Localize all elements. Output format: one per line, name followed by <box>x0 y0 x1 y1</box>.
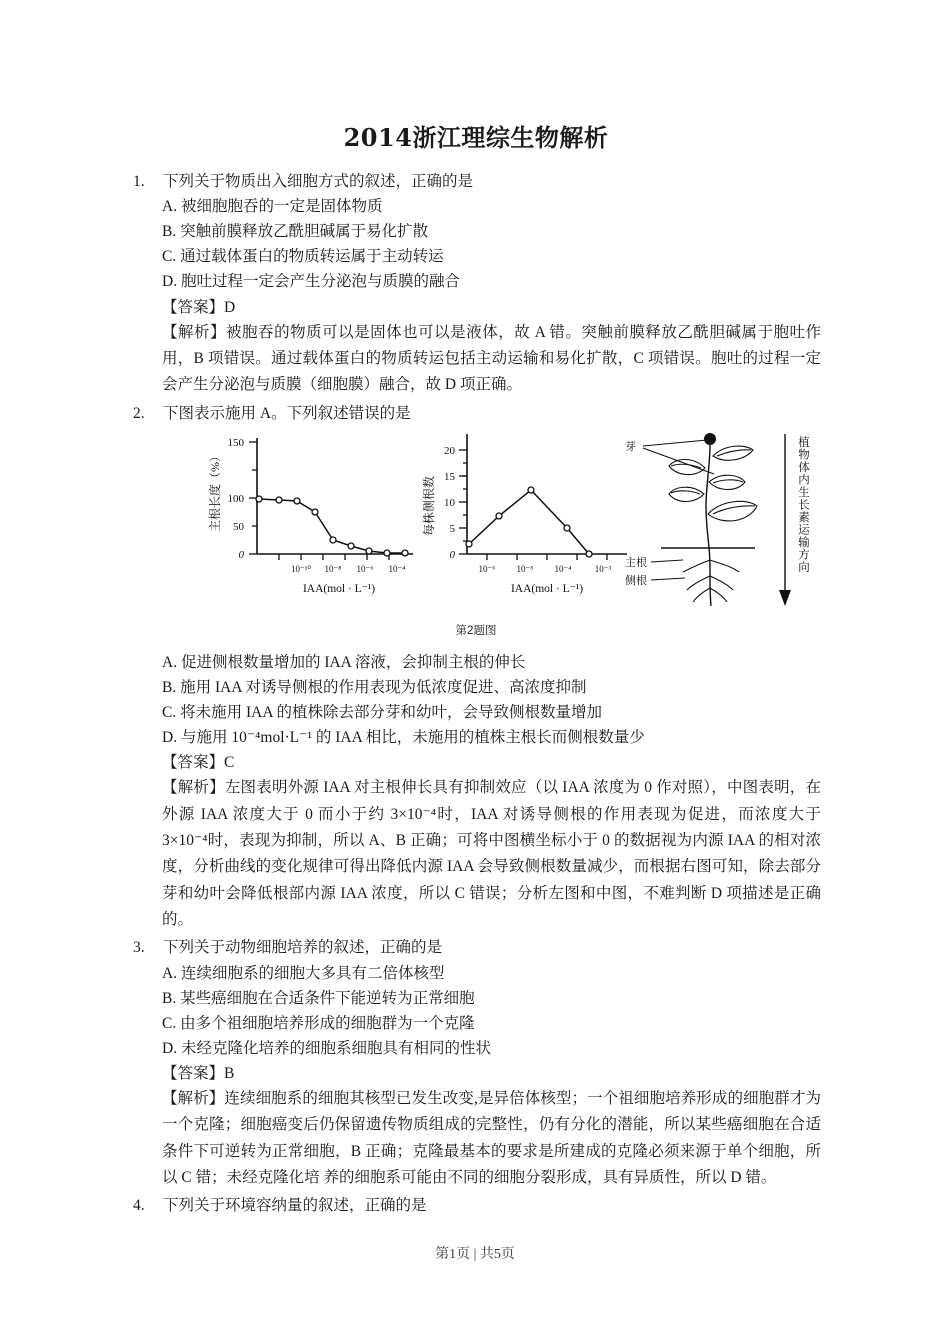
question-1 <box>131 169 821 399</box>
option-1-c[interactable]: C. 通过载体蛋白的物质转运属于主动转运 <box>162 248 444 266</box>
y2-axis-title: 每株侧根数 <box>422 475 436 536</box>
chart-lateral-root-number <box>419 432 649 602</box>
y-axis-title: 主根长度（%） <box>208 449 222 532</box>
question-4-number: 4. <box>133 1197 145 1215</box>
option-1-a[interactable]: A. 被细胞胞吞的一定是固体物质 <box>162 198 383 216</box>
bud-label: 芽 <box>625 440 636 453</box>
question-3-head <box>131 935 821 960</box>
question-2-figure <box>131 430 821 630</box>
question-2-options <box>131 650 821 750</box>
option-2-a[interactable]: A. 促进侧根数量增加的 IAA 溶液，会抑制主根的伸长 <box>162 653 526 671</box>
x-tick-2: 10⁻⁸ <box>324 563 342 574</box>
option-3-a[interactable]: A. 连续细胞系的细胞大多具有二倍体核型 <box>162 964 445 982</box>
option-3-b[interactable]: B. 某些癌细胞在合适条件下能逆转为正常细胞 <box>162 989 475 1007</box>
question-3-options <box>131 961 821 1061</box>
lateral-root-label: 侧根 <box>625 574 647 587</box>
explanation-3: 【解析】连续细胞系的细胞其核型已发生改变,是异倍体核型；一个祖细胞培养形成的细胞群才为一个克隆；细胞癌变后仍保留遗传物质组成的完整性，仍有分化的潜能，所以某些癌细胞在合适条件下可逆转为正常细胞，B 正确；克隆最基本的要求是所建成的克隆必须来源于单个细胞，所以 C 错；未经克隆化培 养的细胞系可能由不同的细胞分裂形成，具有异质性，所以 D 错。 <box>162 1090 821 1187</box>
x-axis-title: IAA(mol · L⁻¹) <box>302 582 376 595</box>
plant-diagram <box>621 426 826 616</box>
x2-axis-title: IAA(mol · L⁻¹) <box>510 582 584 595</box>
transport-direction-label: 植物体内生长素运输方向 <box>797 435 809 574</box>
question-1-head <box>131 169 821 194</box>
chart-main-root-length <box>191 432 421 602</box>
x2-tick-4: 10⁻³ <box>594 563 612 574</box>
explanation-1: 【解析】被胞吞的物质可以是固体也可以是液体，故 A 错。突触前膜释放乙酰胆碱属于胞吐作用，B 项错误。通过载体蛋白的物质转运包括主动运输和易化扩散，C 项错误。胞吐的过程一定会产生分泌泡与质膜（细胞膜）融合，故 D 项正确。 <box>162 323 821 394</box>
main-root-label: 主根 <box>625 556 647 569</box>
y2-tick-10: 10 <box>444 496 455 509</box>
y2-tick-20: 20 <box>444 444 455 457</box>
explanation-2: 【解析】左图表明外源 IAA 对主根伸长具有抑制效应（以 IAA 浓度为 0 作对照），中图表明，在外源 IAA 浓度大于 0 而小于约 3×10⁻⁴时，IAA 对诱导侧根的作用表现为促进，而浓度大于 3×10⁻⁴时，表现为抑制，所以 A、B 正确；可将中图横坐标小于 0 的数据视为内源 IAA 的相对浓度，分析曲线的变化规律可得出降低内源 IAA 会导致侧根数量减少，而根据右图可知，除去部分芽和幼叶会降低根部内源 IAA 浓度，所以 C 错误；分析左图和中图，不难判断 D 项描述是正确的。 <box>162 779 821 929</box>
y-tick-0: 0 <box>238 548 244 561</box>
question-1-number: 1. <box>133 173 145 190</box>
question-2-stem: 下图表示施用 A。下列叙述错误的是 <box>163 404 411 422</box>
x2-tick-3: 10⁻⁴ <box>554 563 572 574</box>
y2-tick-0: 0 <box>449 548 455 561</box>
question-4 <box>131 1193 821 1218</box>
option-3-c[interactable]: C. 由多个祖细胞培养形成的细胞群为一个克隆 <box>162 1014 475 1032</box>
option-1-b[interactable]: B. 突触前膜释放乙酰胆碱属于易化扩散 <box>162 223 429 241</box>
y-tick-50: 50 <box>233 520 244 533</box>
answer-2: 【答案】C <box>162 754 235 772</box>
y2-tick-5: 5 <box>449 522 455 535</box>
question-3-stem: 下列关于动物细胞培养的叙述，正确的是 <box>163 939 443 957</box>
y-tick-100: 100 <box>227 492 244 505</box>
page-footer: 第1页 | 共5页 <box>435 1247 515 1262</box>
x-tick-3: 10⁻⁶ <box>356 563 374 574</box>
question-2-head <box>131 401 821 426</box>
figure-caption-2: 第2题图 <box>455 624 497 637</box>
question-2 <box>131 401 821 934</box>
question-4-head <box>131 1193 821 1218</box>
question-3-number: 3. <box>133 939 145 957</box>
option-1-d[interactable]: D. 胞吐过程一定会产生分泌泡与质膜的融合 <box>162 273 460 291</box>
y2-tick-15: 15 <box>444 470 455 483</box>
x-tick-4: 10⁻⁴ <box>388 563 406 574</box>
x2-tick-1: 10⁻⁶ <box>478 563 496 574</box>
question-1-options <box>131 194 821 294</box>
y-tick-150: 150 <box>227 436 244 449</box>
option-3-d[interactable]: D. 未经克隆化培养的细胞系细胞具有相同的性状 <box>162 1039 491 1057</box>
option-2-d[interactable]: D. 与施用 10⁻⁴mol·L⁻¹ 的 IAA 相比，未施用的植株主根长而侧根数量少 <box>162 729 645 747</box>
question-1-stem: 下列关于物质出入细胞方式的叙述，正确的是 <box>163 173 474 190</box>
question-2-number: 2. <box>133 404 145 422</box>
question-4-stem: 下列关于环境容纳量的叙述，正确的是 <box>163 1197 427 1215</box>
x-tick-1: 10⁻¹⁰ <box>290 563 312 574</box>
page-content <box>131 118 821 1221</box>
x2-tick-2: 10⁻⁵ <box>516 563 534 574</box>
option-2-c[interactable]: C. 将未施用 IAA 的植株除去部分芽和幼叶，会导致侧根数量增加 <box>162 704 603 722</box>
question-3 <box>131 935 821 1191</box>
answer-3: 【答案】B <box>162 1064 235 1082</box>
page-title: 2014浙江理综生物解析 <box>343 123 609 152</box>
answer-1: 【答案】D <box>162 298 236 316</box>
option-2-b[interactable]: B. 施用 IAA 对诱导侧根的作用表现为低浓度促进、高浓度抑制 <box>162 678 587 696</box>
